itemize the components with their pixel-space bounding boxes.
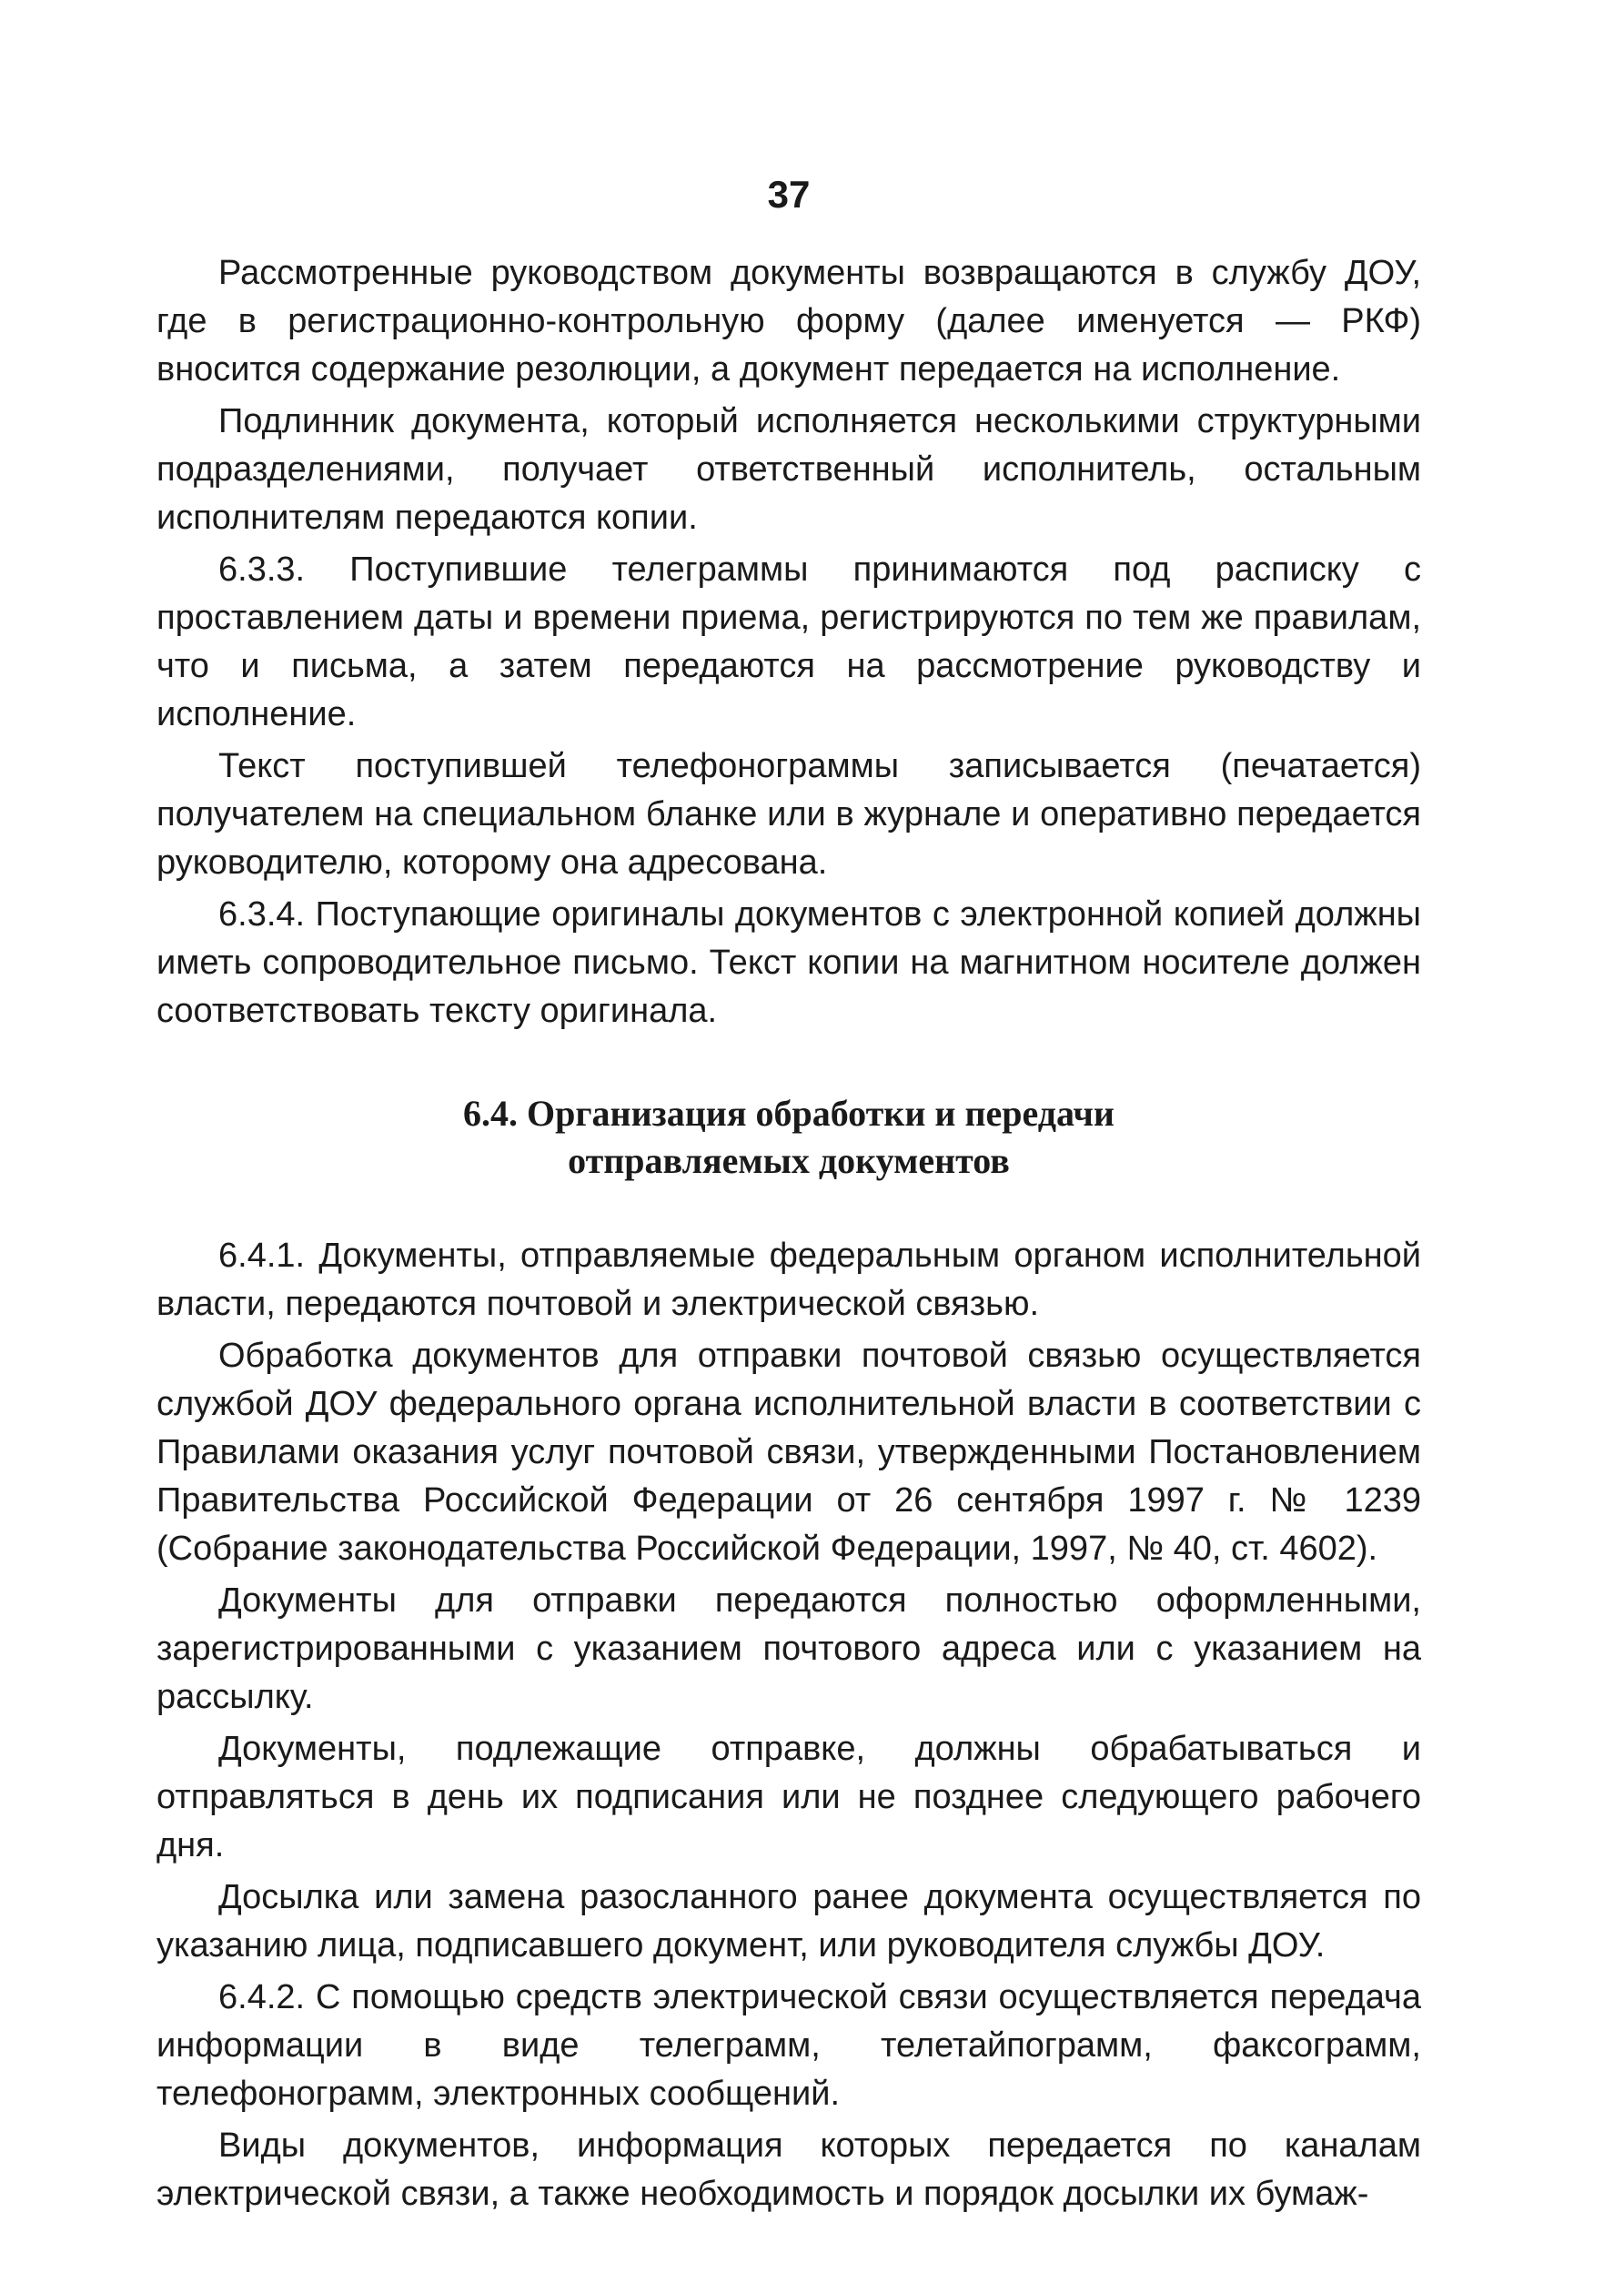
section-heading-line: 6.4. Организация обработки и передачи [463,1093,1115,1134]
paragraph: Досылка или замена разосланного ранее документа осуществляется по указанию лица, подписавшего документ, или руководителя службы ДОУ. [156,1878,1421,1965]
document-page [156,136,1421,2222]
page-number: 37 [767,173,811,216]
section-heading-line: отправляемых документов [568,1140,1010,1181]
paragraph: 6.4.2. С помощью средств электрической связи осуществляется передача информации в виде телеграмм, телетайпограмм, факсограмм, телефонограмм, электронных сообщений. [156,1978,1421,2113]
paragraph: Документы, подлежащие отправке, должны обрабатываться и отправляться в день их подписания или не позднее следующего рабочего дня. [156,1730,1421,1864]
paragraph: Подлинник документа, который исполняется несколькими структурными подразделениями, получает ответственный исполнитель, остальным исполнителям передаются копии. [156,402,1421,537]
paragraph: 6.3.4. Поступающие оригиналы документов с электронной копией должны иметь сопроводительное письмо. Текст копии на магнитном носителе должен соответствовать тексту оригинала. [156,895,1421,1030]
paragraph: 6.3.3. Поступившие телеграммы принимаются под расписку с проставлением даты и времени приема, регистрируются по тем же правилам, что и письма, а затем передаются на рассмотрение руководству и исполнение. [156,551,1421,733]
paragraph: Текст поступившей телефонограммы записывается (печатается) получателем на специальном бланке или в журнале и оперативно передается руководителю, которому она адресована. [156,747,1421,882]
section-heading [156,1090,1421,1185]
paragraph: Рассмотренные руководством документы возвращаются в службу ДОУ, где в регистрационно-контрольную форму (далее именуется — РКФ) вносится содержание резолюции, а документ передается на исполнение. [156,254,1421,389]
paragraph: Виды документов, информация которых передается по каналам электрической связи, а также необходимость и порядок досылки их бумаж- [156,2126,1421,2213]
paragraph: Обработка документов для отправки почтовой связью осуществляется службой ДОУ федерального органа исполнительной власти в соответствии с Правилами оказания услуг почтовой связи, утвержденными Постановлением Правительства Российской Федерации от 26 сентября 1997 г. № 1239 (Собрание законодательства Российской Федерации, 1997, № 40, ст. 4602). [156,1337,1421,1568]
paragraph: 6.4.1. Документы, отправляемые федеральным органом исполнительной власти, передаются почтовой и электрической связью. [156,1237,1421,1323]
paragraph: Документы для отправки передаются полностью оформленными, зарегистрированными с указанием почтового адреса или с указанием на рассылку. [156,1581,1421,1716]
